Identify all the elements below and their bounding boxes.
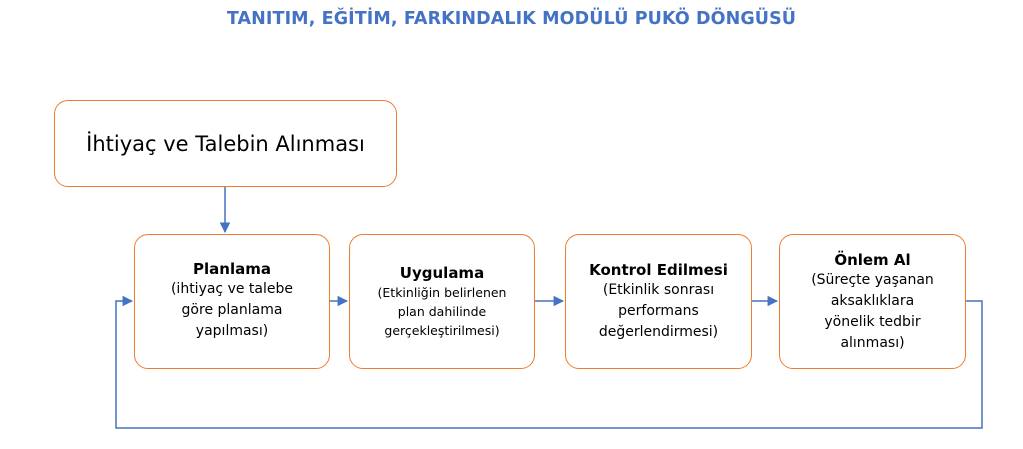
step-head: Planlama: [193, 260, 271, 278]
step-box-plan: [134, 234, 330, 369]
step-box-check: [565, 234, 752, 369]
step-line: (Etkinliğin belirlenen: [377, 285, 507, 300]
step-box-apply: [349, 234, 535, 369]
step-line: plan dahilinde: [397, 304, 487, 319]
need-box-label: İhtiyaç ve Talebin Alınması: [86, 131, 365, 156]
step-line: aksaklıklara: [830, 292, 915, 309]
need-box: [54, 100, 397, 187]
step-head: Kontrol Edilmesi: [589, 261, 728, 279]
step-line: (Etkinlik sonrası: [602, 282, 715, 298]
step-line: göre planlama: [181, 302, 283, 318]
step-line: değerlendirmesi): [598, 324, 719, 340]
step-head: Uygulama: [399, 264, 485, 282]
step-line: performans: [618, 303, 699, 319]
step-head: Önlem Al: [834, 250, 911, 269]
diagram-title: TANITIM, EĞİTİM, FARKINDALIK MODÜLÜ PUKÖ DÖNGÜSÜ: [226, 9, 797, 29]
step-line: (ihtiyaç ve talebe: [170, 281, 294, 297]
step-line: gerçekleştirilmesi): [384, 323, 500, 338]
step-box-action: [779, 234, 966, 369]
step-line: (Süreçte yaşanan: [811, 271, 934, 288]
step-line: yapılması): [195, 323, 269, 339]
step-line: alınması): [840, 334, 905, 351]
step-line: yönelik tedbir: [824, 313, 921, 330]
